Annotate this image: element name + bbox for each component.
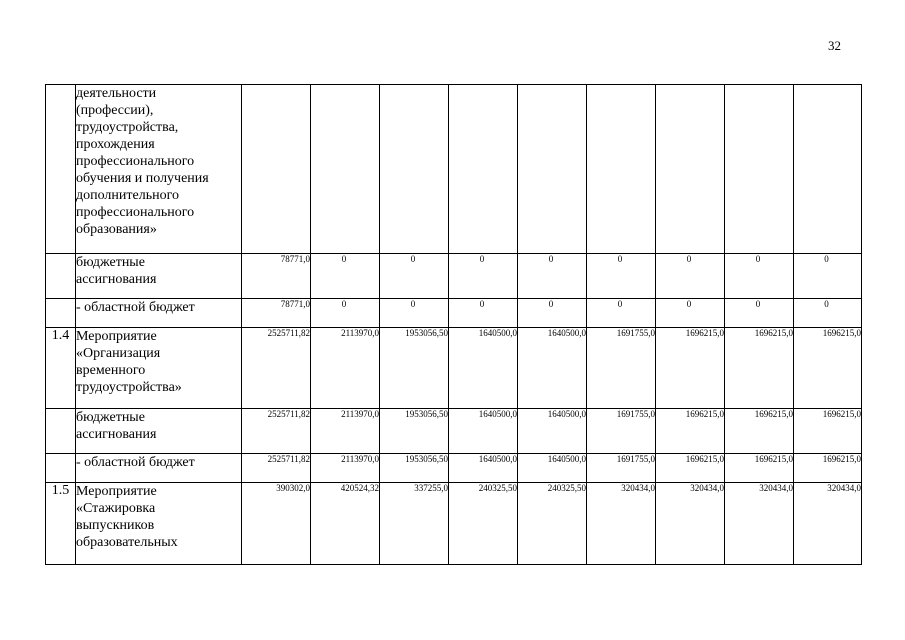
value-cell: 1691755,0 [587, 454, 656, 483]
value-cell: 2113970,0 [311, 454, 380, 483]
value-cell: 0 [656, 299, 725, 328]
value-cell: 0 [656, 254, 725, 299]
value-cell: 0 [518, 299, 587, 328]
row-name: бюджетные ассигнования [76, 254, 242, 299]
value-cell: 320434,0 [794, 483, 862, 565]
value-cell: 0 [725, 254, 794, 299]
value-cell [449, 85, 518, 254]
table-row [46, 254, 862, 299]
value-cell: 0 [518, 254, 587, 299]
row-number [46, 409, 76, 454]
value-cell [242, 85, 311, 254]
value-cell: 2525711,82 [242, 328, 311, 409]
value-cell: 320434,0 [656, 483, 725, 565]
value-cell: 1696215,0 [656, 409, 725, 454]
value-cell: 320434,0 [587, 483, 656, 565]
value-cell: 1640500,0 [449, 409, 518, 454]
value-cell: 0 [794, 254, 862, 299]
value-cell: 2525711,82 [242, 454, 311, 483]
row-number [46, 85, 76, 254]
value-cell: 1953056,50 [380, 328, 449, 409]
value-cell: 2525711,82 [242, 409, 311, 454]
value-cell [794, 85, 862, 254]
value-cell [311, 85, 380, 254]
value-cell: 1640500,0 [449, 328, 518, 409]
value-cell: 0 [311, 299, 380, 328]
value-cell: 390302,0 [242, 483, 311, 565]
value-cell: 1696215,0 [725, 328, 794, 409]
value-cell: 78771,0 [242, 299, 311, 328]
row-name: бюджетные ассигнования [76, 409, 242, 454]
value-cell [587, 85, 656, 254]
value-cell: 0 [587, 299, 656, 328]
value-cell: 1696215,0 [656, 454, 725, 483]
value-cell [518, 85, 587, 254]
table-row [46, 299, 862, 328]
value-cell: 1696215,0 [725, 409, 794, 454]
row-name: - областной бюджет [76, 299, 242, 328]
value-cell: 2113970,0 [311, 409, 380, 454]
row-name: - областной бюджет [76, 454, 242, 483]
value-cell: 2113970,0 [311, 328, 380, 409]
row-name: Мероприятие «Организация временного трудоустройства» [76, 328, 242, 409]
value-cell [725, 85, 794, 254]
value-cell: 0 [311, 254, 380, 299]
value-cell: 240325,50 [518, 483, 587, 565]
value-cell: 1696215,0 [794, 328, 862, 409]
value-cell: 320434,0 [725, 483, 794, 565]
value-cell: 0 [380, 299, 449, 328]
value-cell: 0 [380, 254, 449, 299]
value-cell: 1640500,0 [518, 328, 587, 409]
value-cell: 1640500,0 [449, 454, 518, 483]
row-number [46, 254, 76, 299]
budget-table [45, 84, 862, 565]
value-cell: 0 [449, 254, 518, 299]
value-cell: 0 [449, 299, 518, 328]
value-cell: 240325,50 [449, 483, 518, 565]
value-cell: 1696215,0 [656, 328, 725, 409]
row-name: Мероприятие «Стажировка выпускников образовательных [76, 483, 242, 565]
value-cell: 1953056,50 [380, 409, 449, 454]
table-row [46, 85, 862, 254]
value-cell: 0 [794, 299, 862, 328]
table-row [46, 483, 862, 565]
value-cell: 1640500,0 [518, 454, 587, 483]
value-cell: 1696215,0 [794, 454, 862, 483]
page-number: 32 [828, 38, 841, 53]
table-row [46, 328, 862, 409]
value-cell: 78771,0 [242, 254, 311, 299]
value-cell: 1640500,0 [518, 409, 587, 454]
table-row [46, 409, 862, 454]
row-number: 1.4 [46, 328, 76, 409]
row-number [46, 299, 76, 328]
value-cell: 1696215,0 [725, 454, 794, 483]
value-cell: 1691755,0 [587, 328, 656, 409]
row-name: деятельности (профессии), трудоустройства, прохождения профессионального обучения и получения дополнительного профессионального образования» [76, 85, 242, 254]
value-cell: 337255,0 [380, 483, 449, 565]
value-cell: 1953056,50 [380, 454, 449, 483]
row-number: 1.5 [46, 483, 76, 565]
row-number [46, 454, 76, 483]
table-row [46, 454, 862, 483]
value-cell: 0 [725, 299, 794, 328]
value-cell: 1696215,0 [794, 409, 862, 454]
value-cell: 1691755,0 [587, 409, 656, 454]
value-cell: 0 [587, 254, 656, 299]
value-cell [656, 85, 725, 254]
value-cell: 420524,32 [311, 483, 380, 565]
value-cell [380, 85, 449, 254]
